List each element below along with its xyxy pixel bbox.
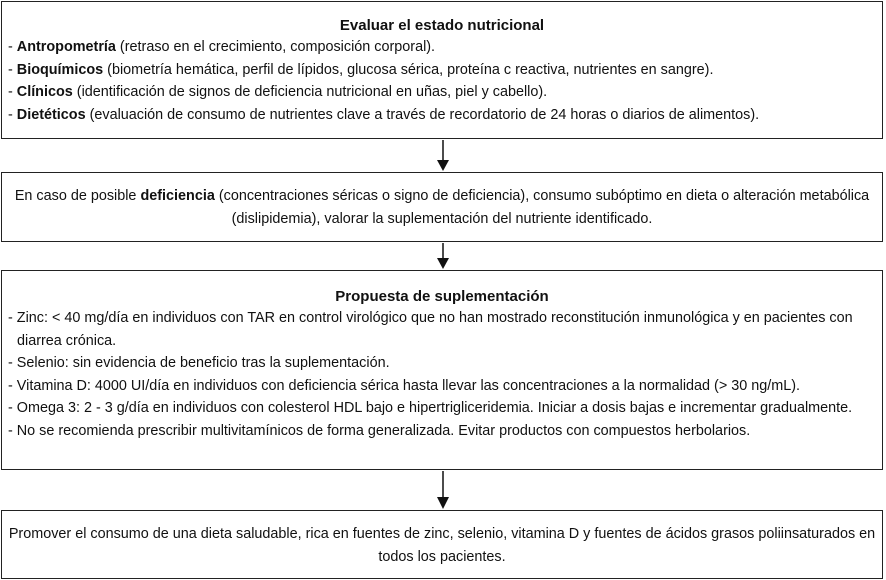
healthy-diet-text: Promover el consumo de una dieta saludable, rica en fuentes de zinc, selenio, vitamina D y fuentes de ácidos grasos poliinsaturados en todos los pacientes. bbox=[8, 526, 876, 565]
assessment-box bbox=[1, 1, 883, 139]
assessment-title: Evaluar el estado nutricional bbox=[339, 17, 545, 34]
supplement-item-selenium: - Selenio: sin evidencia de beneficio tras la suplementación. bbox=[8, 355, 390, 371]
down-arrow-icon bbox=[436, 243, 450, 270]
supplement-item-zinc: - Zinc: < 40 mg/día en individuos con TAR en control virológico que no han mostrado reconstitución inmunológica y en pacientes con diarrea crónica. bbox=[8, 310, 853, 349]
supplement-item-omega-3: - Omega 3: 2 - 3 g/día en individuos con colesterol HDL bajo e hipertrigliceridemia. Iniciar a dosis bajas e incrementar gradualmente. bbox=[8, 400, 853, 416]
down-arrow-icon bbox=[436, 140, 450, 172]
supplementation-box bbox=[1, 270, 883, 470]
assessment-item-dietary: - Dietéticos (evaluación de consumo de nutrientes clave a través de recordatorio de 24 horas o diarios de alimentos). bbox=[8, 106, 760, 123]
deficiency-text: En caso de posible deficiencia (concentraciones séricas o signo de deficiencia), consumo subóptimo en dieta o alteración metabólica (dislipidemia), valorar la suplementación del nutriente identificado. bbox=[14, 188, 870, 227]
assessment-item-clinical: - Clínicos (identificación de signos de deficiencia nutricional en uñas, piel y cabello). bbox=[8, 84, 548, 100]
assessment-item-biochemical: - Bioquímicos (biometría hemática, perfil de lípidos, glucosa sérica, proteína c reactiva, nutrientes en sangre). bbox=[8, 61, 714, 78]
supplementation-title: Propuesta de suplementación bbox=[335, 288, 549, 305]
healthy-diet-box bbox=[1, 510, 883, 579]
deficiency-box bbox=[1, 172, 883, 242]
supplement-item-multivitamins: - No se recomienda prescribir multivitamínicos de forma generalizada. Evitar productos con compuestos herbolarios. bbox=[8, 422, 751, 439]
supplement-item-vitamin-d: - Vitamina D: 4000 UI/día en individuos con deficiencia sérica hasta llevar las concentraciones a la normalidad (> 30 ng/mL). bbox=[8, 377, 801, 394]
assessment-item-anthropometry: - Antropometría (retraso en el crecimiento, composición corporal). bbox=[8, 39, 436, 55]
down-arrow-icon bbox=[436, 471, 450, 510]
